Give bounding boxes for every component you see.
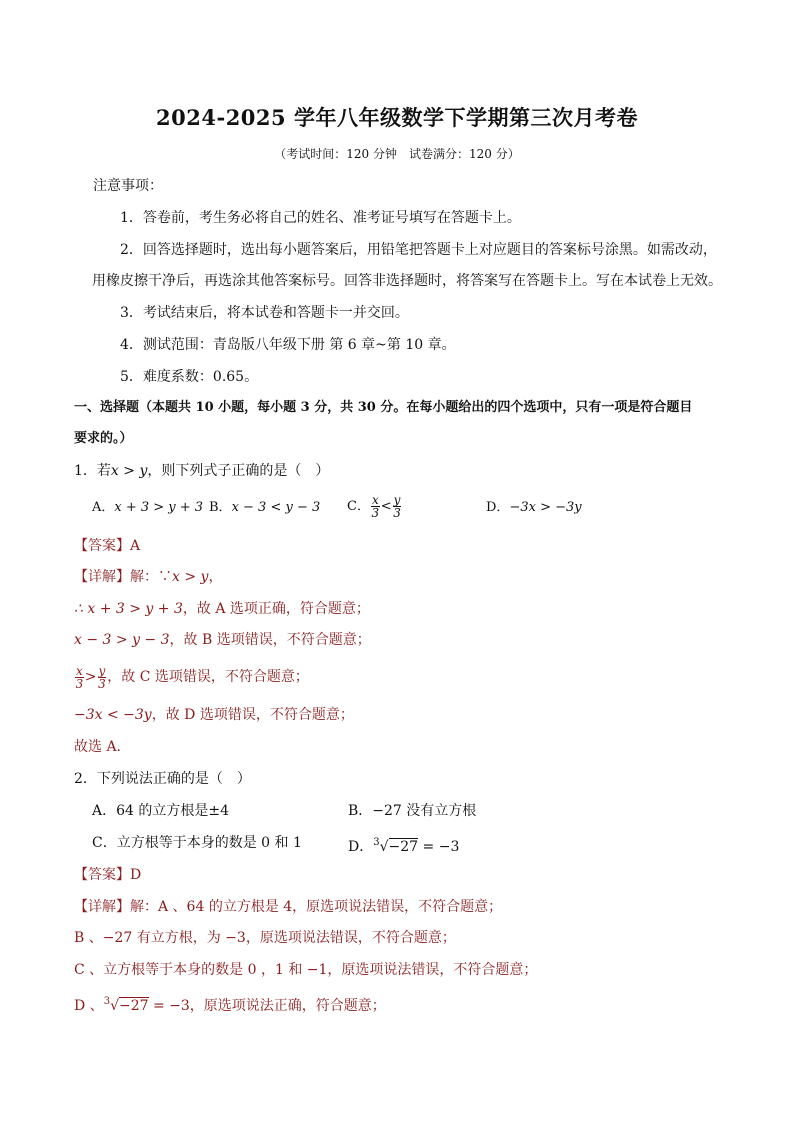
q1-detail-line bbox=[74, 599, 370, 619]
q2-option-d bbox=[348, 833, 459, 857]
q1-option-a bbox=[92, 498, 203, 518]
radical-icon: √ bbox=[379, 839, 389, 855]
q1-option-c bbox=[347, 492, 402, 522]
radicand: −27 bbox=[388, 839, 419, 855]
q2-option-c: C．立方根等于本身的数是 0 和 1 bbox=[92, 835, 302, 851]
operator: > bbox=[84, 669, 97, 685]
detail-math: x − 3 > y − 3 bbox=[74, 632, 170, 648]
detail-math: −3x < −3y bbox=[74, 707, 152, 723]
detail-text: ，故 C 选项错误，不符合题意； bbox=[107, 669, 309, 685]
numerator: y bbox=[98, 663, 106, 678]
question-2-stem: 2．下列说法正确的是（ ） bbox=[74, 771, 251, 787]
exam-info: （考试时间：120 分钟 试卷满分：120 分） bbox=[274, 147, 520, 161]
option-math: x + 3 > y + 3 bbox=[114, 500, 204, 515]
detail-math: ∴ x + 3 > y + 3 bbox=[74, 601, 183, 617]
detail-text: ，故 D 选项错误，不符合题意； bbox=[151, 707, 354, 723]
note-item: 2．回答选择题时，选出每小题答案后，用铅笔把答题卡上对应题目的答案标号涂黑。如需改动， bbox=[120, 242, 717, 258]
note-item: 用橡皮擦干净后，再选涂其他答案标号。回答非选择题时，将答案写在答题卡上。写在本试卷上无效。 bbox=[92, 273, 722, 289]
q2-detail-line: C 、立方根等于本身的数是 0 ，1 和 −1，原选项说法错误，不符合题意； bbox=[74, 962, 538, 978]
option-math: = −3 bbox=[418, 839, 460, 855]
option-label: C． bbox=[347, 499, 370, 514]
note-item: 5．难度系数：0.65。 bbox=[120, 369, 259, 385]
detail-math: x > y bbox=[172, 569, 209, 585]
q2-option-b: B．−27 没有立方根 bbox=[348, 803, 477, 819]
q1-option-b bbox=[209, 498, 320, 518]
page-title: 2024-2025 学年八年级数学下学期第三次月考卷 bbox=[156, 105, 638, 130]
option-label: A． bbox=[92, 500, 115, 515]
q1-conclusion: 故选 A． bbox=[74, 739, 131, 755]
option-math: −3x > −3y bbox=[509, 500, 582, 515]
q1-detail-line bbox=[74, 705, 354, 725]
numerator: x bbox=[76, 663, 83, 678]
detail-text: 【详解】解：∵ bbox=[74, 569, 172, 585]
stem-text: ，则下列式子正确的是（ ） bbox=[147, 463, 330, 479]
detail-text: ，故 A 选项正确，符合题意； bbox=[182, 601, 370, 617]
stem-text: 1．若 bbox=[74, 463, 111, 479]
q1-detail-line bbox=[74, 660, 309, 694]
detail-text: = −3，原选项说法正确，符合题意； bbox=[148, 998, 386, 1014]
note-item: 3．考试结束后，将本试卷和答题卡一并交回。 bbox=[120, 305, 409, 321]
detail-label: D 、 bbox=[74, 998, 104, 1014]
numerator: x bbox=[371, 493, 379, 507]
q1-option-d bbox=[486, 498, 582, 518]
option-math: x − 3 < y − 3 bbox=[231, 500, 321, 515]
note-item: 1．答卷前，考生务必将自己的姓名、准考证号填写在答题卡上。 bbox=[120, 210, 521, 226]
stem-math: x > y bbox=[110, 463, 148, 479]
q2-detail-line bbox=[74, 992, 386, 1016]
fraction bbox=[393, 494, 402, 519]
fraction bbox=[98, 665, 107, 690]
denominator: 3 bbox=[75, 676, 84, 691]
note-item: 4．测试范围：青岛版八年级下册 第 6 章~第 10 章。 bbox=[120, 337, 456, 353]
q2-answer: 【答案】D bbox=[74, 867, 142, 883]
section-heading-cont: 要求的。） bbox=[74, 431, 133, 446]
question-1-stem bbox=[74, 461, 329, 481]
fraction bbox=[371, 494, 380, 519]
numerator: y bbox=[393, 493, 401, 507]
radical-icon: √ bbox=[110, 998, 119, 1014]
denominator: 3 bbox=[393, 506, 401, 520]
cube-root-sign: 3 bbox=[103, 996, 111, 1007]
option-label: D． bbox=[486, 500, 510, 515]
cube-root-sign: 3 bbox=[373, 837, 380, 848]
q1-answer: 【答案】A bbox=[74, 538, 141, 554]
fraction bbox=[75, 665, 84, 690]
denominator: 3 bbox=[98, 676, 106, 691]
detail-text: ， bbox=[208, 569, 223, 585]
q2-detail-line: B 、−27 有立方根，为 −3，原选项说法错误，不符合题意； bbox=[74, 930, 456, 946]
notes-heading: 注意事项： bbox=[93, 178, 163, 194]
q1-detail-line bbox=[74, 630, 371, 650]
q2-option-a: A．64 的立方根是±4 bbox=[92, 803, 230, 819]
q2-detail: 【详解】解：A 、64 的立方根是 4，原选项说法错误，不符合题意； bbox=[74, 899, 503, 915]
operator: < bbox=[380, 499, 392, 514]
q1-detail bbox=[74, 567, 222, 587]
denominator: 3 bbox=[371, 506, 380, 520]
option-label: D． bbox=[348, 839, 374, 855]
detail-text: ，故 B 选项错误，不符合题意； bbox=[169, 632, 371, 648]
option-label: B． bbox=[209, 500, 232, 515]
radicand: −27 bbox=[118, 998, 149, 1014]
section-heading: 一、选择题（本题共 10 小题，每小题 3 分，共 30 分。在每小题给出的四个选项中，只有一项是符合题目 bbox=[74, 400, 693, 415]
